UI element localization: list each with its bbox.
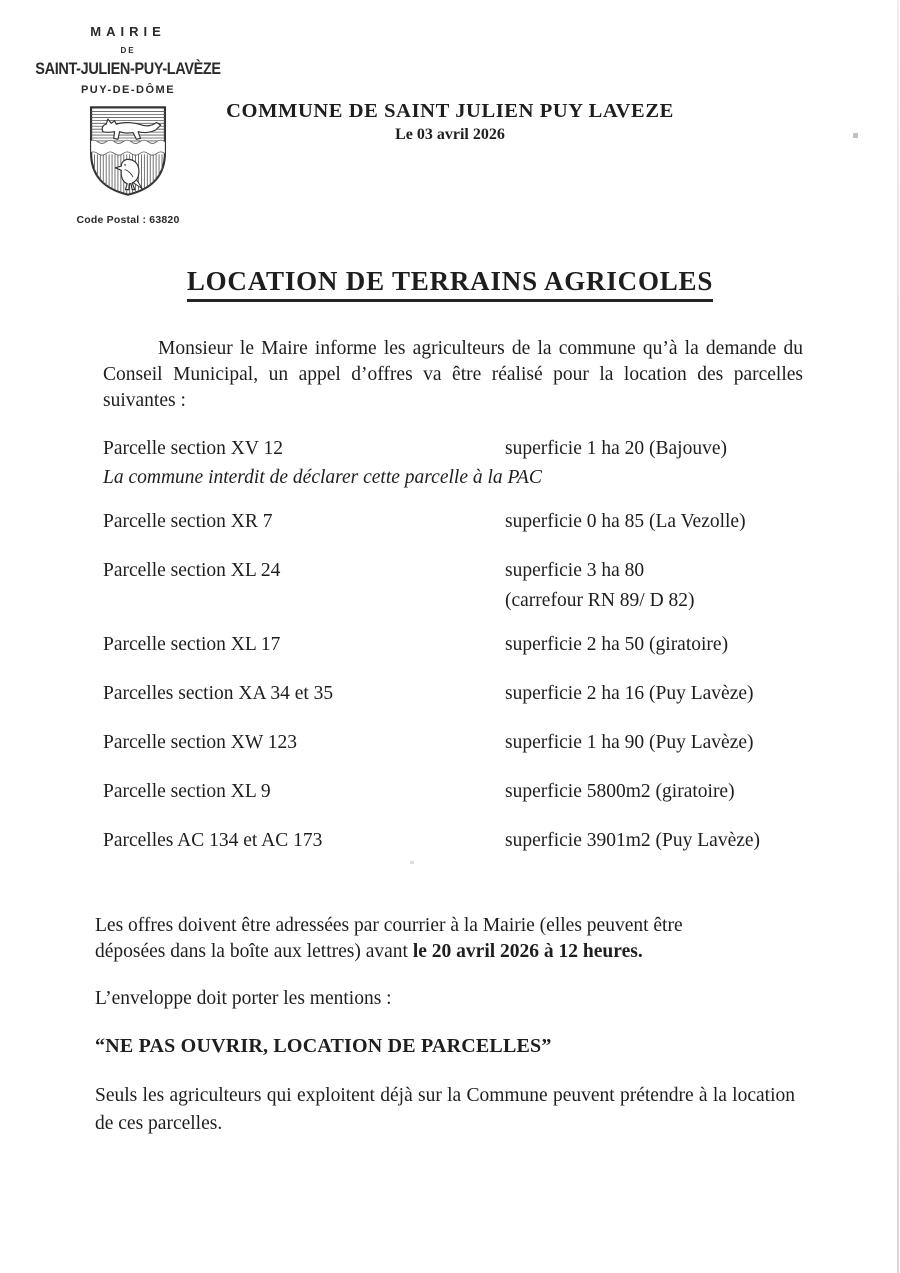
letterhead-mairie: MAIRIE bbox=[90, 24, 166, 39]
intro-paragraph: Monsieur le Maire informe les agriculteurs de la commune qu’à la demande du Conseil Municipal, un appel d’offres va être réalisé pour la location des parcelles suivantes : bbox=[103, 338, 803, 411]
parcel-label: Parcelle section XW 123 bbox=[103, 732, 298, 753]
parcel-label: Parcelles AC 134 et AC 173 bbox=[103, 830, 323, 851]
parcel-label: Parcelle section XL 24 bbox=[103, 560, 281, 581]
offers-deadline: le 20 avril 2026 à 12 heures. bbox=[412, 940, 643, 962]
parcel-row bbox=[103, 509, 803, 535]
parcel-superficie-line1: superficie 3 ha 80 bbox=[505, 560, 645, 581]
parcel-label: Parcelles section XA 34 et 35 bbox=[103, 683, 334, 704]
parcel-row bbox=[103, 632, 803, 658]
parcel-row bbox=[103, 436, 803, 491]
parcel-row bbox=[103, 681, 803, 707]
parcel-superficie: superficie 1 ha 20 (Bajouve) bbox=[505, 438, 728, 459]
letterhead-de: DE bbox=[120, 46, 136, 55]
offers-text: Les offres doivent être adressées par courrier à la Mairie (elles peuvent être déposées dans la boîte aux lettres) avant bbox=[95, 915, 683, 962]
parcel-note: La commune interdit de déclarer cette parcelle à la PAC bbox=[103, 467, 542, 488]
offers-paragraph bbox=[95, 913, 745, 964]
parcel-label: Parcelle section XR 7 bbox=[103, 511, 273, 532]
letterhead-commune-name: SAINT-JULIEN-PUY-LAVÈZE bbox=[35, 59, 221, 78]
letterhead-postal-code: Code Postal : 63820 bbox=[76, 214, 180, 226]
parcel-row bbox=[103, 828, 803, 854]
document-header bbox=[0, 100, 900, 144]
parcel-superficie: superficie 3901m2 (Puy Lavèze) bbox=[505, 830, 761, 851]
parcel-row bbox=[103, 558, 803, 611]
scan-edge-shadow bbox=[897, 0, 899, 1273]
header-commune-line: COMMUNE DE SAINT JULIEN PUY LAVEZE bbox=[226, 100, 674, 122]
parcel-superficie: superficie 0 ha 85 (La Vezolle) bbox=[505, 511, 746, 532]
parcel-row bbox=[103, 730, 803, 756]
parcel-superficie: superficie 1 ha 90 (Puy Lavèze) bbox=[505, 732, 754, 753]
parcel-label: Parcelle section XL 17 bbox=[103, 634, 281, 655]
envelope-mention: “NE PAS OUVRIR, LOCATION DE PARCELLES” bbox=[95, 1035, 552, 1057]
header-date-line: Le 03 avril 2026 bbox=[395, 126, 505, 143]
scan-speck bbox=[410, 861, 414, 864]
scan-speck bbox=[853, 133, 858, 138]
parcel-superficie: superficie 2 ha 16 (Puy Lavèze) bbox=[505, 683, 754, 704]
parcel-row bbox=[103, 779, 803, 805]
title-wrap bbox=[0, 266, 900, 302]
envelope-instruction: L’enveloppe doit porter les mentions : bbox=[95, 988, 392, 1009]
letterhead-departement: PUY-DE-DÔME bbox=[80, 84, 176, 96]
parcel-label: Parcelle section XV 12 bbox=[103, 438, 283, 459]
parcel-superficie-line2: (carrefour RN 89/ D 82) bbox=[505, 590, 695, 611]
parcel-label: Parcelle section XL 9 bbox=[103, 781, 271, 802]
parcel-superficie: superficie 5800m2 (giratoire) bbox=[505, 781, 735, 802]
parcel-superficie bbox=[505, 558, 805, 614]
closing-paragraph: Seuls les agriculteurs qui exploitent déjà sur la Commune peuvent prétendre à la location de ces parcelles. bbox=[95, 1085, 795, 1134]
parcel-superficie: superficie 2 ha 50 (giratoire) bbox=[505, 634, 729, 655]
page-title: LOCATION DE TERRAINS AGRICOLES bbox=[187, 266, 713, 302]
